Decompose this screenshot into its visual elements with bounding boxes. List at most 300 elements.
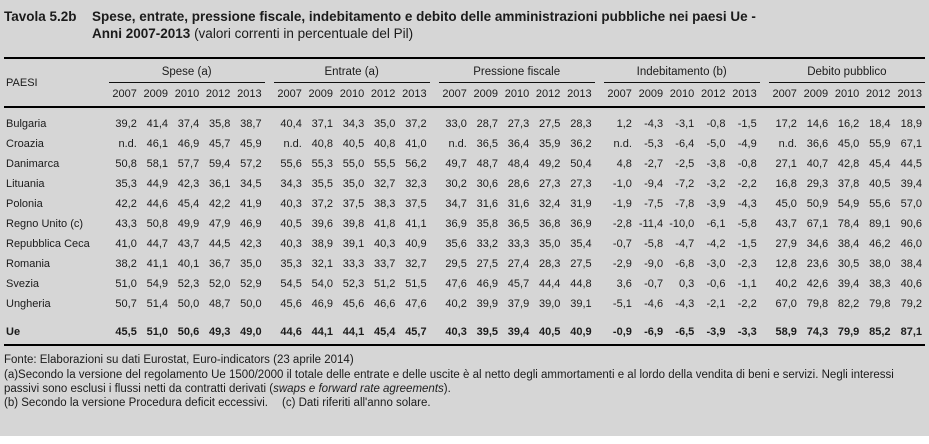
group-header: Indebitamento (b) xyxy=(604,58,760,83)
year-header: 2012 xyxy=(697,83,728,108)
value-cell: 52,3 xyxy=(177,278,200,290)
table-row xyxy=(4,234,925,254)
value-cell: 42,3 xyxy=(240,238,262,250)
value-cell: 40,5 xyxy=(869,178,891,190)
value-cell: 33,0 xyxy=(445,118,467,130)
column-gap xyxy=(760,134,769,154)
table-row xyxy=(4,274,925,294)
value-cell: 28,3 xyxy=(570,118,592,130)
value-cell: 39,1 xyxy=(342,238,365,250)
column-gap xyxy=(595,154,604,174)
value-cell: 34,6 xyxy=(806,238,829,250)
column-gap xyxy=(430,154,439,174)
value-cell: 39,4 xyxy=(837,278,860,290)
value-cell: -9,4 xyxy=(644,178,664,190)
value-cell: -3,9 xyxy=(697,322,728,345)
value-cell: 45,4 xyxy=(177,198,200,210)
country-cell: Romania xyxy=(6,258,51,270)
table-heading-years: Anni 2007-2013 xyxy=(92,26,191,41)
value-cell: 40,1 xyxy=(177,258,200,270)
year-header: 2013 xyxy=(563,83,594,108)
year-header: 2010 xyxy=(336,83,367,108)
value-cell: -1,5 xyxy=(737,238,757,250)
table-heading-subtitle: (valori correnti in percentuale del Pil) xyxy=(190,26,414,41)
value-cell: 40,3 xyxy=(280,198,302,210)
column-gap xyxy=(430,254,439,274)
column-gap xyxy=(760,58,769,107)
value-cell: 49,3 xyxy=(202,322,233,345)
value-cell: 33,2 xyxy=(476,238,499,250)
value-cell: 49,2 xyxy=(538,158,561,170)
value-cell: 38,3 xyxy=(373,198,396,210)
value-cell: 14,6 xyxy=(806,118,829,130)
value-cell: 32,1 xyxy=(311,258,334,270)
year-header-row xyxy=(4,83,925,108)
value-cell: 41,9 xyxy=(240,198,262,210)
table-row xyxy=(4,134,925,154)
column-gap xyxy=(430,194,439,214)
value-cell: 40,3 xyxy=(280,238,302,250)
value-cell: -2,9 xyxy=(612,258,632,270)
column-gap xyxy=(595,134,604,154)
column-gap xyxy=(760,294,769,314)
value-cell: -7,5 xyxy=(644,198,664,210)
value-cell: 48,7 xyxy=(476,158,499,170)
value-cell: 43,7 xyxy=(775,218,797,230)
value-cell: 35,4 xyxy=(570,238,592,250)
value-cell: 37,5 xyxy=(405,198,427,210)
value-cell: 67,1 xyxy=(806,218,829,230)
value-cell: 27,4 xyxy=(507,258,530,270)
value-cell: 44,6 xyxy=(274,322,305,345)
value-cell: 36,9 xyxy=(445,218,467,230)
notes-b-c xyxy=(4,396,925,410)
value-cell: 37,2 xyxy=(311,198,334,210)
year-header: 2007 xyxy=(769,83,800,108)
value-cell: -2,7 xyxy=(644,158,664,170)
value-cell: 38,3 xyxy=(869,278,891,290)
value-cell: -9,0 xyxy=(644,258,664,270)
column-gap xyxy=(430,174,439,194)
value-cell: -5,3 xyxy=(644,138,664,150)
value-cell: 42,6 xyxy=(806,278,829,290)
value-cell: 44,7 xyxy=(146,238,169,250)
column-gap xyxy=(430,107,439,134)
value-cell: 57,0 xyxy=(900,198,922,210)
column-gap xyxy=(265,234,274,254)
value-cell: 39,8 xyxy=(342,218,365,230)
table-body xyxy=(4,107,925,345)
value-cell: 40,5 xyxy=(532,322,563,345)
value-cell: 51,2 xyxy=(373,278,396,290)
value-cell: -3,8 xyxy=(706,158,726,170)
value-cell: 29,5 xyxy=(445,258,467,270)
value-cell: 36,9 xyxy=(570,218,592,230)
value-cell: 17,2 xyxy=(775,118,797,130)
value-cell: 37,8 xyxy=(837,178,860,190)
value-cell: 79,8 xyxy=(869,298,891,310)
value-cell: 87,1 xyxy=(894,322,926,345)
value-cell: 45,0 xyxy=(837,138,860,150)
country-cell: Danimarca xyxy=(6,158,60,170)
value-cell: 27,3 xyxy=(570,178,592,190)
value-cell: -0,7 xyxy=(612,238,632,250)
country-cell: Ungheria xyxy=(6,298,51,310)
value-cell: 47,9 xyxy=(208,218,231,230)
value-cell: n.d. xyxy=(118,138,137,150)
table-header xyxy=(4,58,925,107)
year-header: 2009 xyxy=(305,83,336,108)
column-gap xyxy=(760,174,769,194)
table-heading-line2 xyxy=(92,25,756,42)
year-header: 2007 xyxy=(109,83,140,108)
value-cell: n.d. xyxy=(613,138,632,150)
column-gap xyxy=(265,322,274,345)
column-gap xyxy=(265,174,274,194)
total-row xyxy=(4,322,925,345)
column-gap xyxy=(760,322,769,345)
value-cell: 46,2 xyxy=(869,238,891,250)
note-a xyxy=(4,368,925,396)
value-cell: -2,2 xyxy=(737,298,757,310)
column-gap xyxy=(595,194,604,214)
value-cell: 38,0 xyxy=(869,258,891,270)
value-cell: 37,9 xyxy=(507,298,530,310)
value-cell: 33,3 xyxy=(507,238,530,250)
value-cell: 42,2 xyxy=(115,198,137,210)
value-cell: 35,5 xyxy=(311,178,334,190)
value-cell: 48,4 xyxy=(507,158,530,170)
value-cell: 54,9 xyxy=(146,278,169,290)
value-cell: -4,3 xyxy=(644,118,664,130)
value-cell: 74,3 xyxy=(800,322,831,345)
value-cell: 33,3 xyxy=(342,258,365,270)
value-cell: 46,9 xyxy=(177,138,200,150)
year-header: 2013 xyxy=(398,83,429,108)
value-cell: 39,1 xyxy=(570,298,592,310)
column-gap xyxy=(265,274,274,294)
value-cell: 50,4 xyxy=(570,158,592,170)
value-cell: 37,5 xyxy=(342,198,365,210)
note-c: (c) Dati riferiti all'anno solare. xyxy=(282,397,431,409)
value-cell: 35,3 xyxy=(115,178,137,190)
value-cell: 40,3 xyxy=(373,238,396,250)
column-gap xyxy=(595,174,604,194)
value-cell: 55,6 xyxy=(869,198,891,210)
value-cell: -6,8 xyxy=(675,258,695,270)
note-a-text: (a)Secondo la versione del regolamento Ue 1500/2000 il totale delle entrate e delle uscite è al netto degli ammortamenti e al lordo della vendita di beni e servizi. Negli interessi passivi sono esclusi i flussi netti da contratti derivati ( xyxy=(4,369,894,395)
value-cell: 39,4 xyxy=(900,178,922,190)
value-cell: 37,1 xyxy=(311,118,334,130)
value-cell: 16,2 xyxy=(837,118,860,130)
table-row xyxy=(4,194,925,214)
value-cell: 52,3 xyxy=(342,278,365,290)
source-note: Fonte: Elaborazioni su dati Eurostat, Euro-indicators (23 aprile 2014) xyxy=(4,354,354,366)
value-cell: 31,9 xyxy=(570,198,592,210)
value-cell: 29,3 xyxy=(806,178,829,190)
year-header: 2012 xyxy=(367,83,398,108)
value-cell: 18,4 xyxy=(869,118,891,130)
column-gap xyxy=(760,107,769,134)
column-gap xyxy=(265,154,274,174)
value-cell: 49,7 xyxy=(445,158,467,170)
value-cell: 40,2 xyxy=(775,278,797,290)
table-row xyxy=(4,174,925,194)
year-header: 2007 xyxy=(604,83,635,108)
value-cell: 89,1 xyxy=(869,218,891,230)
note-b: (b) Secondo la versione Procedura deficit eccessivi. xyxy=(4,397,268,409)
value-cell: 34,7 xyxy=(445,198,467,210)
value-cell: 67,0 xyxy=(775,298,797,310)
value-cell: 34,5 xyxy=(240,178,262,190)
value-cell: -4,3 xyxy=(737,198,757,210)
table-heading-line1: Spese, entrate, pressione fiscale, indebitamento e debito delle amministrazioni pubbliche nei paesi Ue - xyxy=(92,9,756,24)
value-cell: -0,7 xyxy=(644,278,664,290)
value-cell: 47,6 xyxy=(405,298,427,310)
value-cell: 47,6 xyxy=(445,278,467,290)
value-cell: -3,2 xyxy=(706,178,726,190)
value-cell: 55,5 xyxy=(373,158,396,170)
value-cell: -1,5 xyxy=(737,118,757,130)
value-cell: 45,9 xyxy=(240,138,262,150)
value-cell: 36,6 xyxy=(806,138,829,150)
column-gap xyxy=(430,134,439,154)
year-header: 2012 xyxy=(532,83,563,108)
value-cell: -2,2 xyxy=(737,178,757,190)
country-cell: Polonia xyxy=(6,198,43,210)
value-cell: 59,4 xyxy=(208,158,231,170)
value-cell: 40,5 xyxy=(342,138,365,150)
value-cell: 40,5 xyxy=(280,218,302,230)
year-header: 2010 xyxy=(171,83,202,108)
value-cell: 40,7 xyxy=(806,158,829,170)
value-cell: 51,4 xyxy=(146,298,169,310)
value-cell: 33,7 xyxy=(373,258,396,270)
year-header: 2012 xyxy=(862,83,893,108)
value-cell: 55,0 xyxy=(342,158,365,170)
value-cell: 40,4 xyxy=(280,118,302,130)
value-cell: 45,7 xyxy=(507,278,530,290)
value-cell: 46,9 xyxy=(311,298,334,310)
column-gap xyxy=(595,294,604,314)
value-cell: -3,1 xyxy=(675,118,695,130)
value-cell: 35,0 xyxy=(373,118,396,130)
value-cell: 39,5 xyxy=(470,322,501,345)
value-cell: 55,3 xyxy=(311,158,334,170)
column-gap xyxy=(430,274,439,294)
year-header: 2009 xyxy=(470,83,501,108)
value-cell: 50,7 xyxy=(115,298,137,310)
value-cell: 45,5 xyxy=(109,322,140,345)
value-cell: 32,4 xyxy=(538,198,561,210)
year-header: 2009 xyxy=(800,83,831,108)
value-cell: 40,3 xyxy=(439,322,470,345)
value-cell: 46,1 xyxy=(146,138,169,150)
value-cell: 36,1 xyxy=(208,178,231,190)
value-cell: 42,2 xyxy=(208,198,231,210)
value-cell: 39,4 xyxy=(501,322,532,345)
value-cell: -0,8 xyxy=(706,118,726,130)
year-header: 2012 xyxy=(202,83,233,108)
value-cell: 35,3 xyxy=(280,258,302,270)
note-a-end: ). xyxy=(443,383,451,395)
value-cell: 36,5 xyxy=(476,138,499,150)
year-header: 2013 xyxy=(233,83,264,108)
value-cell: 48,7 xyxy=(208,298,231,310)
value-cell: -4,7 xyxy=(675,238,695,250)
value-cell: 1,2 xyxy=(616,118,632,130)
value-cell: -7,2 xyxy=(675,178,695,190)
value-cell: -5,0 xyxy=(706,138,726,150)
value-cell: 46,9 xyxy=(240,218,262,230)
value-cell: 35,0 xyxy=(342,178,365,190)
value-cell: 28,3 xyxy=(538,258,561,270)
value-cell: 41,0 xyxy=(115,238,137,250)
value-cell: 45,7 xyxy=(208,138,231,150)
column-gap xyxy=(595,322,604,345)
value-cell: 40,9 xyxy=(563,322,594,345)
table-row xyxy=(4,254,925,274)
value-cell: 27,3 xyxy=(538,178,561,190)
value-cell: 44,5 xyxy=(208,238,231,250)
value-cell: 36,8 xyxy=(538,218,561,230)
statistics-table xyxy=(4,57,925,346)
value-cell: 50,9 xyxy=(806,198,829,210)
value-cell: 40,6 xyxy=(900,278,922,290)
column-gap xyxy=(265,294,274,314)
country-cell: Repubblica Ceca xyxy=(6,238,90,250)
value-cell: 90,6 xyxy=(900,218,922,230)
value-cell: 40,8 xyxy=(311,138,334,150)
value-cell: -3,0 xyxy=(706,258,726,270)
table-row xyxy=(4,154,925,174)
value-cell: 16,8 xyxy=(775,178,797,190)
value-cell: 58,1 xyxy=(146,158,169,170)
group-header: Pressione fiscale xyxy=(439,58,595,83)
value-cell: 30,2 xyxy=(445,178,467,190)
value-cell: 45,6 xyxy=(280,298,302,310)
table-row xyxy=(4,214,925,234)
year-header: 2007 xyxy=(274,83,305,108)
value-cell: 67,1 xyxy=(900,138,922,150)
value-cell: 39,0 xyxy=(538,298,561,310)
value-cell: 79,8 xyxy=(806,298,829,310)
column-gap xyxy=(595,214,604,234)
column-gap xyxy=(595,254,604,274)
value-cell: 36,7 xyxy=(208,258,231,270)
table-row xyxy=(4,294,925,314)
spacer-cell xyxy=(4,314,925,322)
value-cell: 36,4 xyxy=(507,138,530,150)
column-gap xyxy=(265,107,274,134)
column-gap xyxy=(595,58,604,107)
column-gap xyxy=(265,194,274,214)
value-cell: 35,0 xyxy=(538,238,561,250)
value-cell: 32,7 xyxy=(405,258,427,270)
value-cell: 50,6 xyxy=(171,322,202,345)
value-cell: n.d. xyxy=(448,138,467,150)
year-header: 2009 xyxy=(635,83,666,108)
value-cell: 51,0 xyxy=(140,322,171,345)
value-cell: -11,4 xyxy=(638,218,664,230)
value-cell: 78,4 xyxy=(837,218,860,230)
value-cell: 54,9 xyxy=(837,198,860,210)
value-cell: 44,4 xyxy=(538,278,561,290)
value-cell: 58,9 xyxy=(769,322,800,345)
value-cell: 51,5 xyxy=(405,278,427,290)
value-cell: 43,7 xyxy=(177,238,200,250)
table-row xyxy=(4,107,925,134)
value-cell: 45,0 xyxy=(775,198,797,210)
value-cell: 38,2 xyxy=(115,258,137,270)
value-cell: 44,1 xyxy=(305,322,336,345)
value-cell: 54,5 xyxy=(280,278,302,290)
value-cell: 31,6 xyxy=(507,198,530,210)
year-header: 2013 xyxy=(894,83,926,108)
value-cell: 42,8 xyxy=(837,158,860,170)
value-cell: 39,9 xyxy=(476,298,499,310)
value-cell: 50,0 xyxy=(177,298,200,310)
value-cell: 30,5 xyxy=(837,258,860,270)
value-cell: n.d. xyxy=(778,138,797,150)
value-cell: 79,9 xyxy=(831,322,862,345)
value-cell: 27,1 xyxy=(775,158,797,170)
column-gap xyxy=(265,134,274,154)
value-cell: 27,5 xyxy=(570,258,592,270)
value-cell: -0,8 xyxy=(737,158,757,170)
country-cell: Ue xyxy=(4,322,109,345)
value-cell: 41,1 xyxy=(146,258,169,270)
value-cell: 28,7 xyxy=(476,118,499,130)
value-cell: 23,6 xyxy=(806,258,829,270)
value-cell: 52,0 xyxy=(208,278,231,290)
value-cell: -3,9 xyxy=(706,198,726,210)
value-cell: 36,2 xyxy=(570,138,592,150)
value-cell: 42,3 xyxy=(177,178,200,190)
year-header: 2010 xyxy=(666,83,697,108)
value-cell: 55,6 xyxy=(280,158,302,170)
value-cell: 55,9 xyxy=(869,138,891,150)
value-cell: -10,0 xyxy=(669,218,695,230)
column-gap xyxy=(430,58,439,107)
value-cell: 34,3 xyxy=(280,178,302,190)
value-cell: 44,8 xyxy=(570,278,592,290)
value-cell: -5,1 xyxy=(612,298,632,310)
year-header: 2007 xyxy=(439,83,470,108)
value-cell: -6,4 xyxy=(675,138,695,150)
value-cell: 57,7 xyxy=(177,158,200,170)
value-cell: 51,0 xyxy=(115,278,137,290)
value-cell: 37,2 xyxy=(405,118,427,130)
value-cell: 34,3 xyxy=(342,118,365,130)
year-header: 2009 xyxy=(140,83,171,108)
value-cell: 4,8 xyxy=(616,158,632,170)
value-cell: -2,8 xyxy=(612,218,632,230)
value-cell: 18,9 xyxy=(900,118,922,130)
value-cell: -2,3 xyxy=(737,258,757,270)
country-cell: Bulgaria xyxy=(6,118,47,130)
column-gap xyxy=(760,234,769,254)
value-cell: 79,2 xyxy=(900,298,922,310)
value-cell: 31,6 xyxy=(476,198,499,210)
value-cell: 3,6 xyxy=(616,278,632,290)
value-cell: -4,9 xyxy=(737,138,757,150)
value-cell: 38,4 xyxy=(837,238,860,250)
value-cell: 30,6 xyxy=(476,178,499,190)
value-cell: 44,5 xyxy=(900,158,922,170)
value-cell: -4,2 xyxy=(706,238,726,250)
column-gap xyxy=(265,214,274,234)
